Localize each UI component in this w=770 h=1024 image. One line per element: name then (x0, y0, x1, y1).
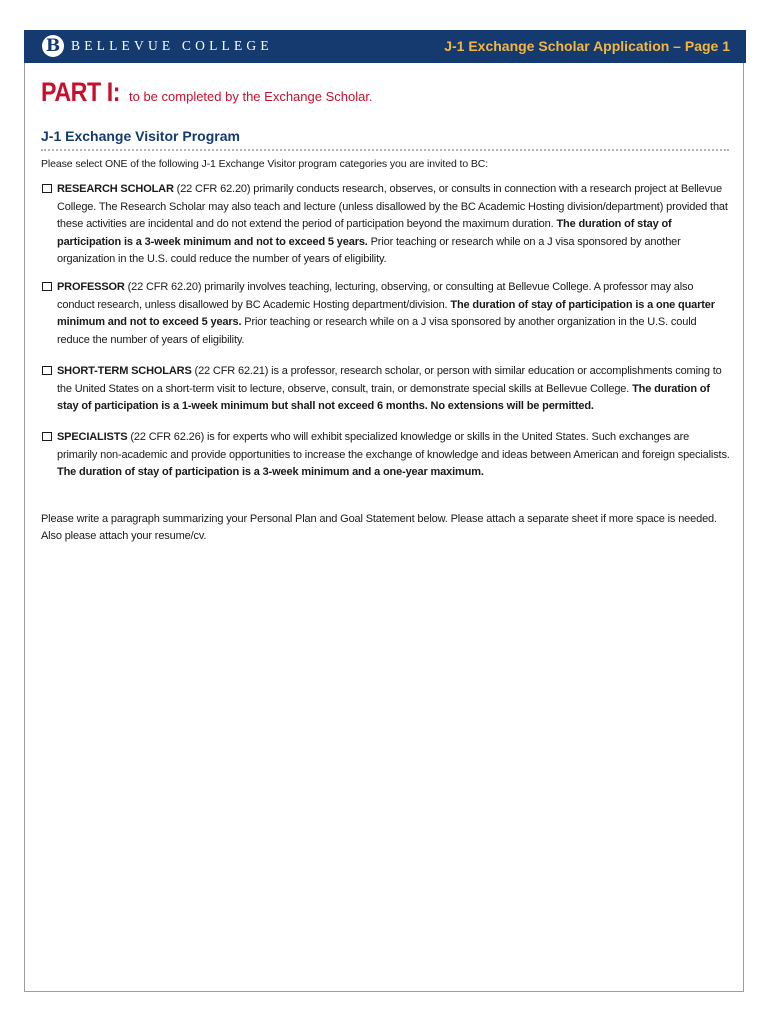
option-note: Prior teaching or research while on a J visa sponsored by another organization in the U.S. could reduce the number of years of eligibility. (57, 316, 697, 346)
section-divider (41, 149, 729, 151)
option-text (57, 429, 730, 482)
short-term-scholars-checkbox[interactable] (42, 366, 52, 375)
page-header (24, 30, 746, 63)
professor-checkbox[interactable] (42, 282, 52, 291)
specialists-checkbox[interactable] (42, 432, 52, 441)
option-duration: The duration of stay of participation is a 1-week minimum but shall not exceed 6 months. No extensions will be permitted. (57, 382, 710, 412)
option-specialists (42, 429, 730, 482)
option-name: RESEARCH SCHOLAR (57, 183, 174, 195)
option-description: (22 CFR 62.20) primarily involves teaching, lecturing, observing, or consulting at Bellevue College. A professor may also conduct research, unless disallowed by BC Academic Hosting department/division. (57, 281, 694, 311)
part-label: PART I: (41, 77, 121, 107)
section-title: J-1 Exchange Visitor Program (41, 128, 240, 144)
option-text (57, 279, 730, 349)
option-description: (22 CFR 62.21) is a professor, research scholar, or person with similar education or accomplishments coming to the United States on a short-term visit to lecture, observe, consult, train, or demonstrate special skills at Bellevue College. (57, 365, 722, 395)
option-text (57, 363, 730, 416)
section-intro: Please select ONE of the following J-1 Exchange Visitor program categories you are invited to BC: (41, 158, 489, 170)
research-scholar-checkbox[interactable] (42, 184, 52, 193)
option-duration: The duration of stay of participation is a 3-week minimum and not to exceed 5 years. (57, 218, 672, 248)
option-note: Prior teaching or research while on a J visa sponsored by another organization in the U.S. could reduce the number of years of eligibility. (57, 235, 681, 265)
form-page (24, 30, 744, 992)
option-name: PROFESSOR (57, 281, 125, 293)
option-duration: The duration of stay of participation is a one quarter minimum and not to exceed 5 years. (57, 298, 715, 328)
option-description: (22 CFR 62.20) primarily conducts research, observes, or consults in connection with a research project at Bellevue College. The Research Scholar may also teach and lecture (unless disallowed by the BC Academic Hosting division/department) provided that these activities are incidental and do not extend the period of participation beyond the maximum duration. (57, 183, 728, 230)
option-research-scholar (42, 181, 730, 269)
option-description: (22 CFR 62.26) is for experts who will exhibit specialized knowledge or skills in the United States. Such exchanges are primarily non-academic and provide opportunities to increase the exchange of knowledge and ideas between American and foreign specialists. (57, 431, 730, 461)
college-logo (42, 35, 273, 57)
option-professor (42, 279, 730, 349)
logo-mark: B (42, 35, 64, 57)
part-heading (41, 77, 373, 108)
plan-statement-instructions: Please write a paragraph summarizing your Personal Plan and Goal Statement below. Please attach a separate sheet if more space is needed. Also please attach your resume/cv. (41, 513, 717, 542)
logo-text: BELLEVUE COLLEGE (71, 38, 273, 53)
option-text (57, 181, 730, 269)
option-name: SPECIALISTS (57, 431, 128, 443)
part-subtitle: to be completed by the Exchange Scholar. (129, 89, 373, 104)
header-page-title: J-1 Exchange Scholar Application – Page 1 (444, 38, 730, 54)
option-duration: The duration of stay of participation is a 3-week minimum and a one-year maximum. (57, 466, 484, 478)
option-name: SHORT-TERM SCHOLARS (57, 365, 192, 377)
option-short-term-scholars (42, 363, 730, 416)
